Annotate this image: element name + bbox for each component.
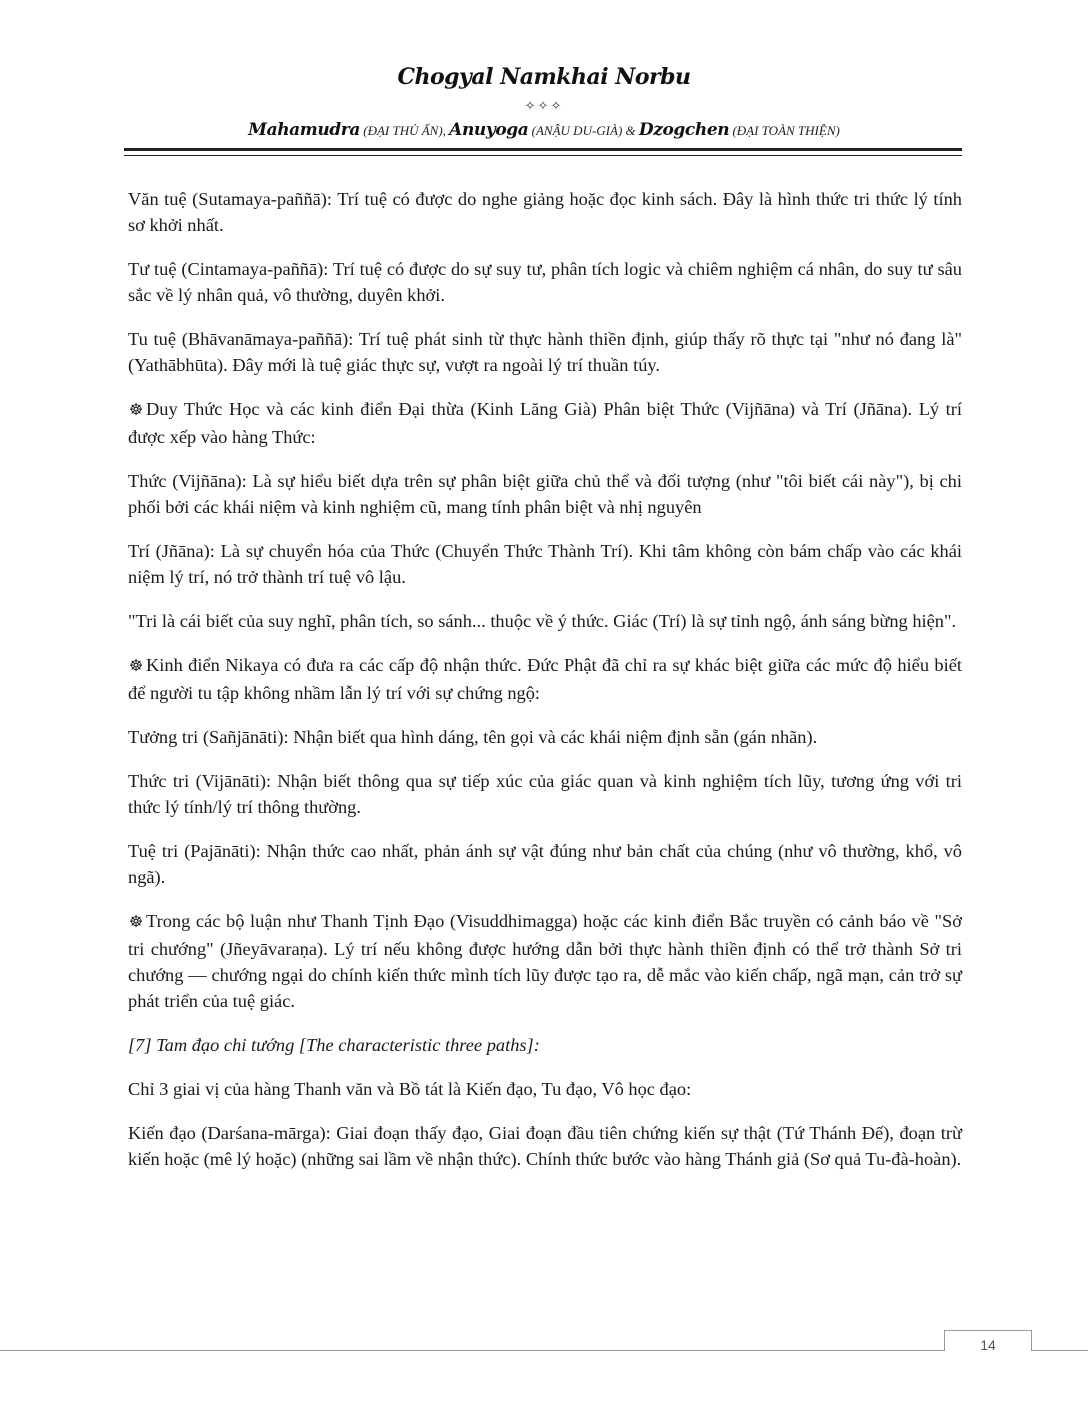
dharma-wheel-icon: ☸ <box>128 658 144 675</box>
paragraph <box>128 1120 962 1172</box>
paragraph <box>128 186 962 238</box>
page-body <box>128 186 962 1190</box>
header-rule-thin <box>124 155 962 156</box>
paragraph-text: Thức tri (Vijānāti): Nhận biết thông qua sự tiếp xúc của giác quan và kinh nghiệm tích lũy, tương ứng với tri thức lý tính/lý trí thông thường. <box>128 771 962 817</box>
subtitle-mahamudra-note: (ĐẠI THỦ ẤN), <box>359 123 450 138</box>
paragraph <box>128 396 962 450</box>
paragraph-text: Duy Thức Học và các kinh điển Đại thừa (Kinh Lăng Già) Phân biệt Thức (Vijñāna) và Trí (Jñāna). Lý trí được xếp vào hàng Thức: <box>128 399 962 447</box>
page-number: 14 <box>944 1330 1032 1351</box>
paragraph <box>128 608 962 634</box>
paragraph <box>128 768 962 820</box>
paragraph-text: Chỉ 3 giai vị của hàng Thanh văn và Bồ tát là Kiến đạo, Tu đạo, Vô học đạo: <box>128 1079 692 1099</box>
paragraph-text: Văn tuệ (Sutamaya-paññā): Trí tuệ có được do nghe giảng hoặc đọc kinh sách. Đây là hình thức tri thức lý tính sơ khởi nhất. <box>128 189 962 235</box>
paragraph <box>128 908 962 1014</box>
footer-rule <box>0 1350 1088 1351</box>
paragraph <box>128 326 962 378</box>
dharma-wheel-icon: ☸ <box>128 402 144 419</box>
paragraph-text: Tưởng tri (Sañjānāti): Nhận biết qua hình dáng, tên gọi và các khái niệm định sẵn (gán nhãn). <box>128 727 818 747</box>
header-subtitle <box>0 120 1088 140</box>
subtitle-anuyoga: Anuyoga <box>449 120 529 140</box>
subtitle-dzogchen-note: (ĐẠI TOÀN THIỆN) <box>729 123 840 138</box>
header-title: Chogyal Namkhai Norbu <box>397 64 691 90</box>
dharma-wheel-icon: ☸ <box>128 914 144 931</box>
subtitle-mahamudra: Mahamudra <box>248 120 360 140</box>
paragraph-text: Tư tuệ (Cintamaya-paññā): Trí tuệ có được do sự suy tư, phân tích logic và chiêm nghiệm cá nhân, do suy tư sâu sắc về lý nhân quả, vô thường, duyên khởi. <box>128 259 962 305</box>
subtitle-anuyoga-note: (ANẬU DU-GIÀ) & <box>528 123 639 138</box>
header-rule-thick <box>124 148 962 151</box>
paragraph-text: Trong các bộ luận như Thanh Tịnh Đạo (Visuddhimagga) hoặc các kinh điển Bắc truyền có cảnh báo về "Sở tri chướng" (Jñeyāvaraṇa). Lý trí nếu không được hướng dẫn bởi thực hành thiền định có thể trở thành Sở tri chướng — chướng ngại do chính kiến thức mình tích lũy được tạo ra, dễ mắc vào kiến chấp, ngã mạn, cản trở sự phát triển của tuệ giác. <box>128 911 962 1011</box>
subtitle-dzogchen: Dzogchen <box>638 120 730 140</box>
paragraph <box>128 538 962 590</box>
header-ornament: ✧✧✧ <box>524 98 564 113</box>
paragraph-text: Thức (Vijñāna): Là sự hiểu biết dựa trên sự phân biệt giữa chủ thể và đối tượng (như "tôi biết cái này"), bị chi phối bởi các khái niệm và kinh nghiệm cũ, mang tính phân biệt và nhị nguyên <box>128 471 962 517</box>
paragraph-text: Kiến đạo (Darśana-mārga): Giai đoạn thấy đạo, Giai đoạn đầu tiên chứng kiến sự thật (Tứ Thánh Đế), đoạn trừ kiến hoặc (mê lý hoặc) (những sai lầm về nhận thức). Chính thức bước vào hàng Thánh giả (Sơ quả Tu-đà-hoàn). <box>128 1123 962 1169</box>
paragraph-text: Trí (Jñāna): Là sự chuyển hóa của Thức (Chuyển Thức Thành Trí). Khi tâm không còn bám chấp vào các khái niệm lý trí, nó trở thành trí tuệ vô lậu. <box>128 541 962 587</box>
section-heading-text: [7] Tam đạo chi tướng [The characteristic three paths]: <box>128 1035 540 1055</box>
paragraph-text: Tu tuệ (Bhāvanāmaya-paññā): Trí tuệ phát sinh từ thực hành thiền định, giúp thấy rõ thực tại "như nó đang là" (Yathābhūta). Đây mới là tuệ giác thực sự, vượt ra ngoài lý trí thuần túy. <box>128 329 962 375</box>
section-heading <box>128 1032 962 1058</box>
paragraph <box>128 724 962 750</box>
paragraph-text: Tuệ tri (Pajānāti): Nhận thức cao nhất, phản ánh sự vật đúng như bản chất của chúng (như vô thường, khổ, vô ngã). <box>128 841 962 887</box>
paragraph <box>128 256 962 308</box>
paragraph <box>128 652 962 706</box>
paragraph-text: "Tri là cái biết của suy nghĩ, phân tích, so sánh... thuộc về ý thức. Giác (Trí) là sự tỉnh ngộ, ánh sáng bừng hiện". <box>128 611 957 631</box>
paragraph <box>128 468 962 520</box>
paragraph <box>128 1076 962 1102</box>
paragraph <box>128 838 962 890</box>
paragraph-text: Kinh điển Nikaya có đưa ra các cấp độ nhận thức. Đức Phật đã chỉ ra sự khác biệt giữa các mức độ hiểu biết để người tu tập không nhầm lẫn lý trí với sự chứng ngộ: <box>128 655 962 703</box>
